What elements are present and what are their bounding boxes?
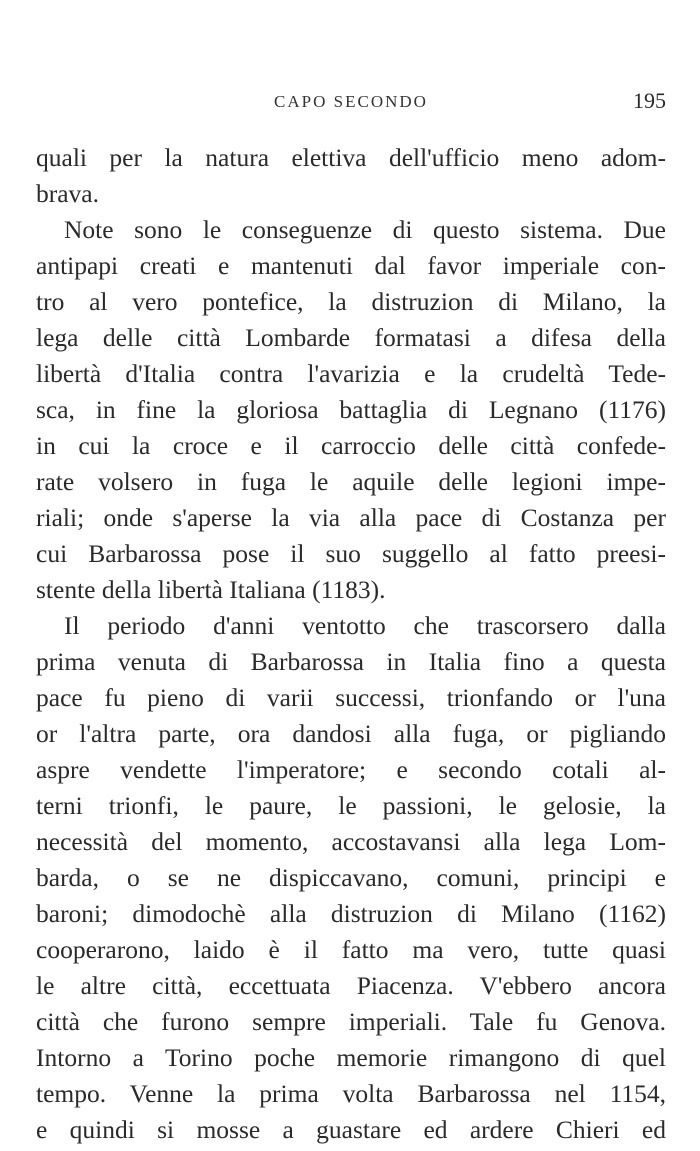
text-line: or l'altra parte, ora dandosi alla fuga, or pigliando (36, 719, 666, 748)
text-line: stente della libertà Italiana (1183). (36, 575, 386, 604)
text-line: antipapi creati e mantenuti dal favor imperiale con- (36, 251, 666, 280)
page-number: 195 (633, 88, 666, 113)
text-line: sca, in fine la gloriosa battaglia di Legnano (1176) (36, 395, 666, 424)
running-head (36, 88, 666, 118)
text-line: Il periodo d'anni ventotto che trascorsero dalla (64, 611, 666, 640)
text-line: necessità del momento, accostavansi alla lega Lom- (36, 827, 666, 856)
text-line: aspre vendette l'imperatore; e secondo cotali al- (36, 755, 666, 784)
text-line: Note sono le conseguenze di questo sistema. Due (64, 215, 666, 244)
text-line: quali per la natura elettiva dell'ufficio meno adom- (36, 143, 666, 172)
text-line: cooperarono, laido è il fatto ma vero, tutte quasi (36, 935, 666, 964)
text-line: le altre città, eccettuata Piacenza. V'ebbero ancora (36, 971, 666, 1000)
body-text (36, 140, 666, 1148)
text-line: libertà d'Italia contra l'avarizia e la crudeltà Tede- (36, 359, 666, 388)
text-line: riali; onde s'aperse la via alla pace di Costanza per (36, 503, 666, 532)
text-line: baroni; dimodochè alla distruzion di Milano (1162) (36, 899, 666, 928)
text-line: prima venuta di Barbarossa in Italia fino a questa (36, 647, 666, 676)
text-line: brava. (36, 179, 100, 208)
text-line: città che furono sempre imperiali. Tale fu Genova. (36, 1007, 666, 1036)
text-line: tro al vero pontefice, la distruzion di Milano, la (36, 287, 666, 316)
text-line: e quindi si mosse a guastare ed ardere Chieri ed (36, 1115, 666, 1144)
text-line: terni trionfi, le paure, le passioni, le gelosie, la (36, 791, 666, 820)
text-line: lega delle città Lombarde formatasi a difesa della (36, 323, 666, 352)
text-line: Intorno a Torino poche memorie rimangono di quel (36, 1043, 666, 1072)
text-line: barda, o se ne dispiccavano, comuni, principi e (36, 863, 666, 892)
text-line: tempo. Venne la prima volta Barbarossa nel 1154, (36, 1079, 666, 1108)
text-line: in cui la croce e il carroccio delle città confede- (36, 431, 666, 460)
text-line: pace fu pieno di varii successi, trionfando or l'una (36, 683, 666, 712)
text-line: rate volsero in fuga le aquile delle legioni impe- (36, 467, 666, 496)
text-line: cui Barbarossa pose il suo suggello al fatto preesi- (36, 539, 666, 568)
running-title: CAPO SECONDO (274, 92, 428, 111)
